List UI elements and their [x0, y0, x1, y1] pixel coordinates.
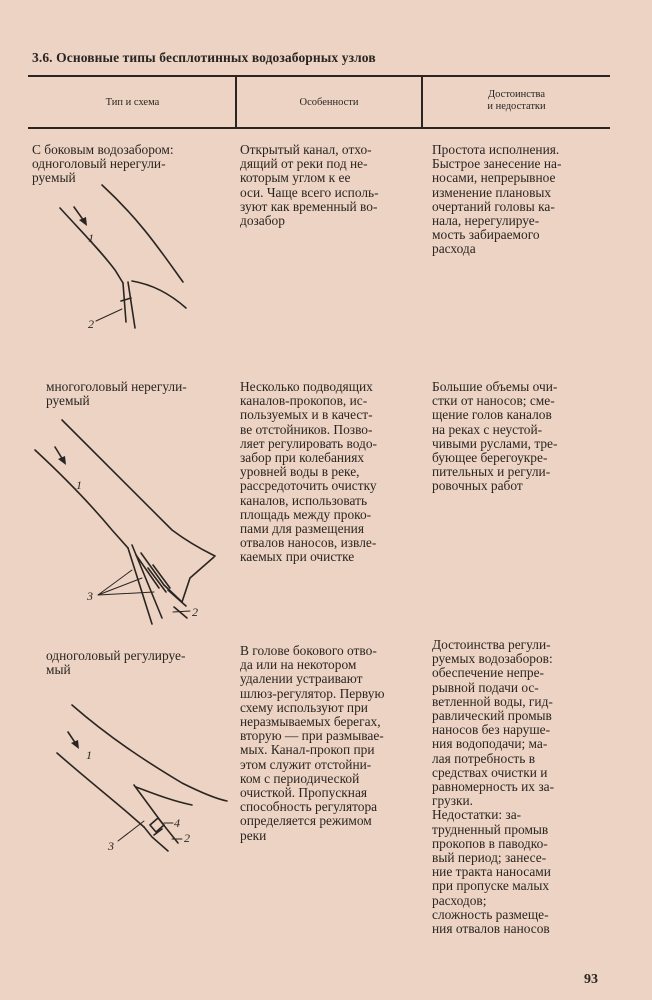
- canal-head-wall: [136, 787, 192, 805]
- header-top-rule: [28, 75, 610, 77]
- river-bank-lower: [35, 450, 128, 548]
- diagram-label-2: 2: [88, 317, 94, 331]
- column-header-type: [30, 97, 235, 109]
- row-3-features: В голове бокового отво- да или на некотором удалении устраивают шлюз-регулятор. Первую схему используют при неразмываемых берегах, вторую — при размывае- мых. Канал-прокоп при этом служит отстойни- ком с периодической очисткой. Пропускная способность регулятора определяется режимом реки: [240, 643, 385, 843]
- diagram-multi-head-unregulated: [32, 420, 232, 635]
- leader-line-3b: [98, 578, 142, 595]
- page-number: 93: [584, 972, 598, 987]
- canal-3-right: [153, 565, 170, 588]
- river-bank-lower: [57, 753, 144, 827]
- canal-head-wall: [132, 281, 186, 308]
- canal-inner-wall: [121, 298, 131, 301]
- row-2-features: Несколько подводящих каналов-прокопов, ис- пользуемых и в качест- ве отстойников. Позво- ляет регулировать водо- забор при колебаниях уровней воды в реке, рассредоточить очистку каналов, использовать площадь между проко- пами для размещения отвалов наносов, извле- каемых при очистке: [240, 379, 378, 565]
- diagram-single-head-unregulated: [50, 180, 240, 340]
- main-canal-outer: [174, 607, 187, 618]
- header-bottom-rule: [28, 127, 610, 129]
- canal-2-right: [141, 553, 164, 585]
- river-bank-upper: [102, 185, 183, 282]
- flow-arrow-head: [71, 740, 79, 749]
- flow-arrow-head: [79, 217, 87, 226]
- row-1-pros-cons: Простота исполнения. Быстрое занесение на- носами, непрерывное изменение плановых очертаний головы ка- нала, нерегулируе- мость забираемого расхода: [432, 142, 562, 257]
- leader-line-2: [96, 309, 122, 321]
- river-bank-lower: [60, 208, 123, 283]
- leader-line-3a: [98, 570, 132, 595]
- canal-bank-left: [123, 283, 126, 322]
- column-header-pros-cons-line1: Достоинства: [487, 89, 545, 100]
- diagram-label-1: 1: [88, 231, 94, 245]
- column-header-pros-cons: [423, 89, 610, 113]
- leader-line-2: [173, 611, 190, 612]
- leader-line-3: [118, 821, 144, 841]
- diagram-label-2: 2: [184, 831, 190, 845]
- row-2-pros-cons: Большие объемы очи- стки от наносов; сме- щение голов каналов на реках с неустой- чивыми руслами, тре- бующее берегоукре- пительных и регули- ровочных работ: [432, 379, 558, 494]
- flow-arrow-head: [58, 456, 66, 465]
- table-title: 3.6. Основные типы бесплотинных водозаборных узлов: [32, 50, 376, 65]
- row-1-type: С боковым водозабором: одноголовый нерегули- руемый: [32, 142, 174, 186]
- diagram-label-3: 3: [87, 589, 93, 603]
- row-3-pros-cons: Достоинства регули- руемых водозаборов: обеспечение непре- рывной подачи ос- ветленной воды, гид- равлический промыв наносов без наруше- ния водоподачи; ма- лая потребность в средствах очистки и равномерность их за- грузки. Недостатки: за- трудненный промыв прокопов в паводко- вый период; занесе- ние тракта наносами при пропуске малых расходов; сложность размеще- ния отвалов наносов: [432, 637, 555, 937]
- canal-bank-right: [128, 282, 135, 328]
- leader-line-3c: [98, 592, 154, 595]
- row-1-features: Открытый канал, отхо- дящий от реки под не- которым углом к ее оси. Чаще всего исполь- зуют как временный во- дозабор: [240, 142, 379, 229]
- column-header-features: [237, 97, 421, 109]
- diagram-label-4: 4: [174, 816, 180, 830]
- river-bank-upper: [72, 705, 227, 801]
- diagram-label-1: 1: [76, 478, 82, 492]
- row-2-type: многоголовый нерегули- руемый: [46, 379, 187, 409]
- row-3-type: одноголовый регулируе- мый: [46, 648, 186, 678]
- main-canal: [164, 557, 214, 602]
- river-bank-upper: [62, 420, 215, 556]
- column-header-type-label: Тип и схема: [105, 97, 160, 108]
- diagram-label-2: 2: [192, 605, 198, 619]
- column-header-pros-cons-line2: и недостатки: [487, 101, 546, 112]
- diagram-label-1: 1: [86, 748, 92, 762]
- canal-left: [144, 827, 168, 851]
- column-header-features-label: Особенности: [299, 97, 359, 108]
- diagram-label-3: 3: [108, 839, 114, 853]
- diagram-single-head-regulated: [52, 705, 242, 865]
